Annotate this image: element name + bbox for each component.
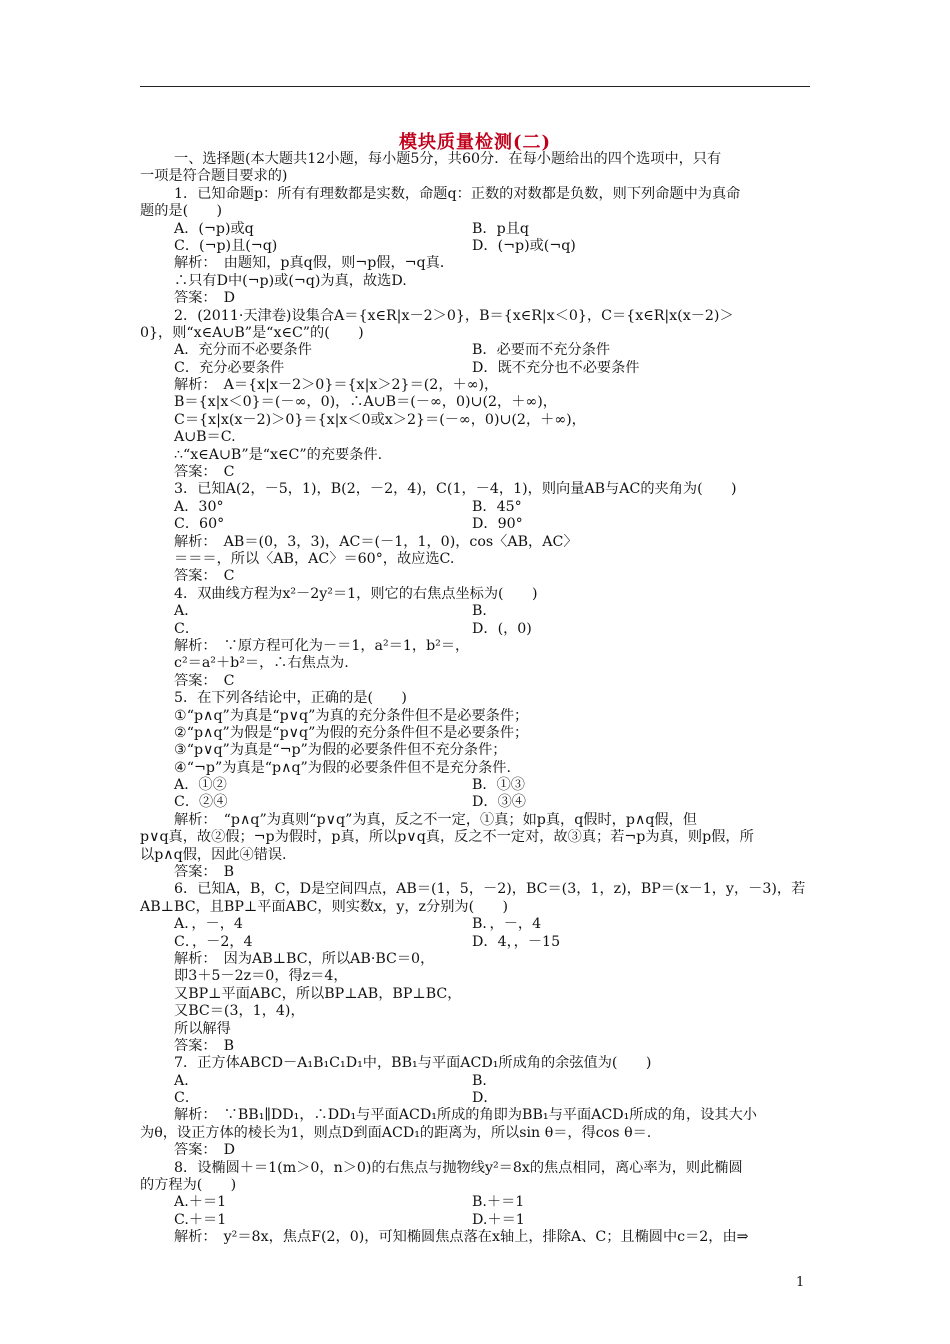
paragraph-line: ①“p∧q”为真是“p∨q”为真的充分条件但不是必要条件； xyxy=(174,707,529,724)
option-row xyxy=(140,221,810,238)
paragraph-line: C＝{x|x(x－2)＞0}＝{x|x＜0或x＞2}＝(－∞，0)∪(2，＋∞)， xyxy=(174,411,586,428)
page-title: 模块质量检测(二) xyxy=(398,132,552,153)
paragraph-line: 答案： B xyxy=(174,1037,235,1054)
paragraph-line: 又BP⊥平面ABC，所以BP⊥AB，BP⊥BC， xyxy=(174,985,462,1002)
paragraph-line: 答案： D xyxy=(174,290,236,307)
option-row xyxy=(140,360,810,377)
option-right: D.＋＝1 xyxy=(472,1211,525,1228)
continuation-line: 以p∧q假，因此④错误. xyxy=(140,846,287,863)
page-number: 1 xyxy=(796,1275,805,1290)
paragraph-line: ∴只有D中(¬p)或(¬q)为真，故选D. xyxy=(174,272,407,289)
option-row xyxy=(140,603,810,620)
paragraph-line: ＝＝＝，所以〈AB，AC〉＝60°，故应选C. xyxy=(174,550,455,567)
paragraph-line: 所以解得 xyxy=(174,1020,231,1037)
paragraph-line: 解析： 因为AB⊥BC，所以AB·BC＝0， xyxy=(174,950,435,967)
option-row xyxy=(140,777,810,794)
option-right: B． xyxy=(472,1072,497,1089)
option-left: C．充分必要条件 xyxy=(174,359,285,376)
paragraph-line: 答案： D xyxy=(174,1142,236,1159)
paragraph-line: 答案： B xyxy=(174,864,235,881)
paragraph-line: 6．已知A，B，C，D是空间四点，AB＝(1，5，－2)，BC＝(3，1，z)，BP＝(x－1，y，－3)，若 xyxy=(174,881,806,898)
paragraph-line: A∪B＝C. xyxy=(174,429,236,446)
option-right: B．，－，4 xyxy=(472,916,542,933)
option-right: D．(，0) xyxy=(472,620,532,637)
option-row xyxy=(140,916,810,933)
paragraph-line: 5．在下列各结论中，正确的是( ) xyxy=(174,690,407,707)
option-right: B.＋＝1 xyxy=(472,1194,525,1211)
option-right: D．既不充分也不必要条件 xyxy=(472,359,640,376)
option-left: C．60° xyxy=(174,516,225,533)
option-left: A.＋＝1 xyxy=(174,1194,227,1211)
paragraph-line: ∴“x∈A∪B”是“x∈C”的充要条件. xyxy=(174,446,383,463)
continuation-line: 题的是( ) xyxy=(140,203,223,220)
paragraph-line: 4．双曲线方程为x²－2y²＝1，则它的右焦点坐标为( ) xyxy=(174,585,538,602)
paragraph-line: 7．正方体ABCD－A₁B₁C₁D₁中，BB₁与平面ACD₁所成角的余弦值为( ) xyxy=(174,1055,652,1072)
continuation-line: AB⊥BC，且BP⊥平面ABC，则实数x，y，z分别为( ) xyxy=(140,898,509,915)
option-right: D． xyxy=(472,1090,498,1107)
paragraph-line: 解析： y²＝8x，焦点F(2，0)，可知椭圆焦点落在x轴上，排除A、C；且椭圆中c＝2，由⇒ xyxy=(174,1229,749,1246)
paragraph-line: 答案： C xyxy=(174,464,235,481)
option-row xyxy=(140,1194,810,1211)
option-row xyxy=(140,516,810,533)
option-row xyxy=(140,934,810,951)
option-left: C． xyxy=(174,1090,200,1107)
option-row xyxy=(140,499,810,516)
option-right: B．p且q xyxy=(472,220,529,237)
option-row xyxy=(140,1090,810,1107)
option-right: B．①③ xyxy=(472,777,525,794)
option-row xyxy=(140,621,810,638)
document-body xyxy=(140,151,810,1247)
option-left: A．(¬p)或q xyxy=(174,220,254,237)
option-right: D．4，，－15 xyxy=(472,933,561,950)
paragraph-line: ②“p∧q”为假是“p∨q”为假的充分条件但不是必要条件； xyxy=(174,724,529,741)
option-left: C.＋＝1 xyxy=(174,1211,227,1228)
paragraph-line: 1．已知命题p：所有有理数都是实数，命题q：正数的对数都是负数，则下列命题中为真命 xyxy=(174,185,741,202)
option-left: C．②④ xyxy=(174,794,228,811)
option-left: A．充分而不必要条件 xyxy=(174,342,312,359)
paragraph-line: ③“p∨q”为真是“¬p”为假的必要条件但不充分条件； xyxy=(174,742,507,759)
paragraph-line: 答案： C xyxy=(174,672,235,689)
continuation-line: 一项是符合题目要求的) xyxy=(140,168,288,185)
option-right: B． xyxy=(472,603,497,620)
paragraph-line: 2．(2011·天津卷)设集合A＝{x∈R|x－2＞0}，B＝{x∈R|x＜0}，C＝{x∈R|x(x－2)＞ xyxy=(174,307,734,324)
option-left: C．，－2，4 xyxy=(174,933,253,950)
continuation-line: 的方程为( ) xyxy=(140,1177,237,1194)
paragraph-line: 即3＋5－2z＝0，得z＝4， xyxy=(174,968,348,985)
paragraph-line: 答案： C xyxy=(174,568,235,585)
option-left: A． xyxy=(174,603,199,620)
option-right: D．③④ xyxy=(472,794,526,811)
paragraph-line: 解析： ∵BB₁∥DD₁，∴DD₁与平面ACD₁所成的角即为BB₁与平面ACD₁所成的角，设其大小 xyxy=(174,1107,757,1124)
continuation-line: p∨q真，故②假；¬p为假时，p真，所以p∨q真，反之不一定对，故③真；若¬p为真，则p假，所 xyxy=(140,829,754,846)
option-left: A． xyxy=(174,1072,199,1089)
paragraph-line: c²＝a²＋b²＝，∴右焦点为. xyxy=(174,655,349,672)
paragraph-line: 解析： ∵原方程可化为－＝1，a²＝1，b²＝， xyxy=(174,637,470,654)
option-right: B．45° xyxy=(472,498,522,515)
header-rule xyxy=(140,86,810,87)
option-row xyxy=(140,238,810,255)
paragraph-line: 解析： A＝{x|x－2＞0}＝{x|x＞2}＝(2，＋∞)， xyxy=(174,377,499,394)
option-left: C．(¬p)且(¬q) xyxy=(174,237,278,254)
option-left: C． xyxy=(174,620,200,637)
paragraph-line: 解析： 由题知，p真q假，则¬p假，¬q真． xyxy=(174,255,455,272)
paragraph-line: 解析： AB＝(0，3，3)，AC＝(－1，1，0)，cos〈AB，AC〉 xyxy=(174,533,578,550)
option-row xyxy=(140,1212,810,1229)
option-row xyxy=(140,794,810,811)
option-right: D．(¬p)或(¬q) xyxy=(472,237,576,254)
continuation-line: 0}，则“x∈A∪B”是“x∈C”的( ) xyxy=(140,324,364,341)
paragraph-line: ④“¬p”为真是“p∧q”为假的必要条件但不是充分条件. xyxy=(174,759,511,776)
option-left: A．①② xyxy=(174,777,227,794)
paragraph-line: 解析： “p∧q”为真则“p∨q”为真，反之不一定，①真；如p真，q假时，p∧q假，但 xyxy=(174,811,697,828)
option-right: D．90° xyxy=(472,516,523,533)
option-left: A．，－，4 xyxy=(174,916,243,933)
paragraph-line: 8．设椭圆＋＝1(m＞0，n＞0)的右焦点与抛物线y²＝8x的焦点相同，离心率为，则此椭圆 xyxy=(174,1159,743,1176)
continuation-line: 为θ，设正方体的棱长为1，则点D到面ACD₁的距离为，所以sin θ＝，得cos θ＝. xyxy=(140,1124,652,1141)
paragraph-line: 又BC＝(3，1，4)， xyxy=(174,1003,305,1020)
option-left: A．30° xyxy=(174,498,224,515)
paragraph-line: B＝{x|x＜0}＝(－∞，0)，∴A∪B＝(－∞，0)∪(2，＋∞)， xyxy=(174,394,557,411)
paragraph-line: 一、选择题(本大题共12小题，每小题5分，共60分．在每小题给出的四个选项中，只有 xyxy=(174,151,722,167)
option-right: B．必要而不充分条件 xyxy=(472,342,611,359)
option-row xyxy=(140,342,810,359)
paragraph-line: 3．已知A(2，－5，1)，B(2，－2，4)，C(1，－4，1)，则向量AB与AC的夹角为( ) xyxy=(174,481,737,498)
option-row xyxy=(140,1073,810,1090)
